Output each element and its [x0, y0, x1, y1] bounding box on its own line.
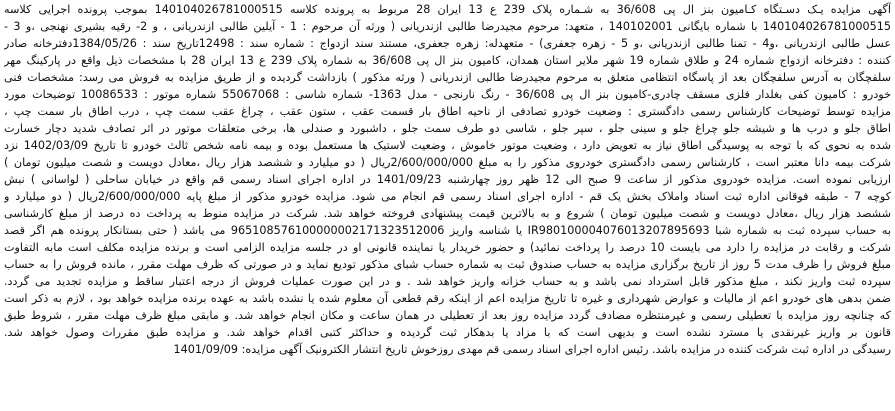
- notice-line-19: که چنانچه روز مزایده با تعطیلی رسمی و غیرمنتظره مصادف گردد مزایده روز بعد از تعطیلی در همان ساعت و مکان انجام خواهد شد. و مابقی مبلغ ظرف مهلت مقرر ، شروط طبق: [4, 309, 891, 322]
- notice-line-21: رسیدگی در اداره ثبت شرکت کننده در مزایده باشد. رئیس اداره اجرای اسناد رسمی قم مهدی روزخوش تاریخ انتشار الکترونیک آگهی مزایده: 1401/09/09: [173, 343, 891, 356]
- notice-line-17: سپرده ثبت واریز نکند ، مبلغ مذکور قابل استرداد نمی باشد و به حساب خزانه واریز خواهد شد . و در این صورت عملیات فروش از درجه اعتبار ساقط و مزایده تجدید می گردد.: [4, 275, 891, 288]
- notice-line-16: مبلغ فروش را ظرف مدت 5 روز از تاریخ برگزاری مزایده به حساب صندوق ثبت به شماره حساب شبای مذکور تودیع نماید و در صورتی که ظرف مهلت مقرر ، مانده فروش را به حساب: [4, 258, 891, 271]
- notice-line-7: مزایده توسط توضیحات کارشناس رسمی دادگستری : وضعیت خودرو تصادفی از ناحیه اطاق بار قسمت عقب ، ستون عقب ، چراغ عقب سمت چپ ، درب اطاق بار سمت چپ ،: [4, 105, 891, 118]
- notice-line-10: شرکت بیمه دانا معتبر است ، کارشناس رسمی دادگستری خودروی مذکور را به مبلغ 2/600/000/000ریال ( دو میلیارد و ششصد هزار ریال ،معادل دویست و شصت میلیون تومان ): [4, 156, 891, 169]
- notice-line-3: عسل طالبی ازندریانی ،و4 - تمنا طالبی ازندریانی ،و 5 - زهره جعفری) - متعهدله: زهره جعفری، مستند سند ازدواج : شماره سند : 12498تاریخ سند : 1384/05/26دفترخانه صادر: [4, 37, 891, 50]
- notice-line-1: آگهی مزایده یـک دسـتگاه کـامیون بنز ال پی 36/608 به شـماره پلاک 239 ع 13 ایران 28 مربوط به پرونده کلاسه 140104026781000515 بموجب پرونده اجرایی کلاسه: [4, 3, 891, 16]
- notice-line-18: ضمن بدهی های خودرو اعم از مالیات و عوارض شهرداری و غیره تا تاریخ مزایده اعم از اینکه رقم قطعی آن معلوم شده یا نشده باشد به عهده برنده مزایده خواهد بود ، لازم به ذکر است: [4, 292, 891, 305]
- notice-line-8: اطاق جلو و درب ها و شیشه جلو چراغ جلو و سینی جلو ، سپر جلو ، شاسی دو طرف سمت جلو ، داشبورد و صندلی ها، برخی متعلقات موتور در اثر تصادف شدید دچار خسارت: [4, 122, 891, 135]
- notice-line-20: قانون بر واریز غیرنقدی یا مسترد نشده است و بدیهی است که با مزاد یا بدهکار ثبت گردیده و حداکثر کتبی اقدام خواهد شد. و مزایده طبق مقررات وصول خواهد شد.: [4, 326, 891, 339]
- notice-line-14: به حساب سپرده ثبت به شماره شبا IR980100004076013207895693 یا شناسه واریز 965108576100000002171323512006 می باشد ( حتی بستانکار پرونده هم اگر قصد: [4, 224, 891, 237]
- notice-line-12: کوچه 7 - طبقه فوقانی اداره ثبت اسناد واملاک بخش یک قم - اداره اجرای اسناد رسمی قم انجام می شود. مزایده خودرو مذکور از مبلغ پایه 2/600/000/000ریال ( دو میلیارد و: [4, 190, 891, 203]
- notice-line-13: ششصد هزار ریال ،معادل دویست و شصت میلیون تومان ) شروع و به بالاترین قیمت پیشنهادی فروخته خواهد شد. شرکت در مزایده منوط به پرداخت ده درصد از مبلغ کارشناسی: [4, 207, 891, 220]
- notice-line-4: کننده : دفترخانه ازدواج شماره 24 و طلاق شماره 19 شهر ملایر استان همدان، کامیون بنز ال پی 36/608 به شماره پلاک 239 ع 13 ایران 28 با مشخصات ذیل واقع در پارکینگ مهر: [4, 54, 891, 67]
- notice-line-2: 140104026781000515 با شماره بایگانی 140102001 ، متعهد: مرحوم مجیدرضا طالبی ازندریانی ( ورثه آن مرحوم : 1 - آیلین طالبی ازندریانی ، و 2- رقیه بشیری نهنجی ،و 3 -: [4, 20, 891, 33]
- notice-line-15: شرکت و رقابت در مزایده را دارد می بایست 10 درصد را پرداخت نمائید) و حضور خریدار یا نماینده قانونی او در جلسه مزایده الزامی است و برنده مزایده مکلف است مابه التفاوت: [4, 241, 891, 254]
- notice-line-5: سلفچگان به آدرس سلفچگان بعد از پاسگاه انتظامی متعلق به مرحوم مجیدرضا طالبی ازندریانی ( ورثه مذکور ) بازداشت گردیده و از طریق مزایده به فروش می رسد: مشخصات فنی: [4, 71, 891, 84]
- notice-line-6: خودرو : کامیون کفی بغلدار فلزی مسقف چادری-کامیون بنز ال پی 36/608 - رنگ نارنجی - مدل 1363- شماره شاسی : 55067068 شماره موتور : 10086533 توضیحات مورد: [4, 88, 891, 101]
- notice-line-11: ارزیابی نموده است. مزایده خودروی مذکور از ساعت 9 صبح الی 12 ظهر روز چهارشنبه 1401/09/23 در اداره اجرای اسناد رسمی قم واقع در خیابان ساحلی ( لواسانی ) نبش: [4, 173, 891, 186]
- notice-line-9: شده به نحوی که با توجه به پوسیدگی اطاق نیاز به تعویض دارد ، وضعیت موتور خاموش ، وضعیت لاستیک ها مستعمل بوده و بیمه نامه شخص ثالث خودرو تا تاریخ 1402/03/09 نزد: [4, 139, 891, 152]
